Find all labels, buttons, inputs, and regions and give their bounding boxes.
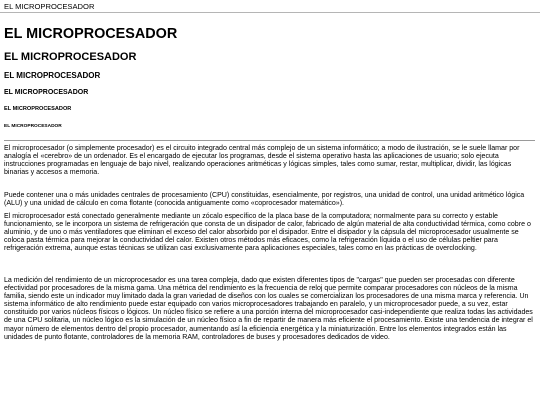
heading-level-2: EL MICROPROCESADOR	[4, 51, 137, 63]
paragraph-cooling: El microprocesador está conectado generalmente mediante un zócalo específico de la placa base de la computadora; normalmente para su correcto y estable funcionamiento, se le incorpora un sistema de refrigeración que consta de un disipador de calor, fabricado de algún material de alta conductividad térmica, como cobre o aluminio, y de uno o más ventiladores que eliminan el exceso del calor absorbido por el disipador. Entre el disipador y la cápsula del microprocesador usualmente se coloca pasta térmica para mejorar la conductividad del calor. Existen otros métodos más eficaces, como la refrigeración líquida o el uso de células peltier para refrigeración extrema, aunque estas técnicas se utilizan casi exclusivamente para aplicaciones especiales, tales como en las prácticas de overclocking.	[4, 213, 531, 253]
paragraph-performance: La medición del rendimiento de un microprocesador es una tarea compleja, dado que existen diferentes tipos de "cargas" que pueden ser procesadas con diferente efectividad por procesadores de la misma gama. Una métrica del rendimiento es la frecuencia de reloj que permite comparar procesadores con núcleos de la misma familia, siendo este un indicador muy limitado dada la gran variedad de diseños con los cuales se comercializan los procesadores de una misma marca y referencia. Un sistema informático de alto rendimiento puede estar equipado con varios microprocesadores trabajando en paralelo, y un microprocesador puede, a su vez, estar constituido por varios núcleos físicos o lógicos. Un núcleo físico se refiere a una porción interna del microprocesador casi-independiente que realiza todas las actividades de una CPU solitaria, un núcleo lógico es la simulación de un núcleo físico a fin de repartir de manera más eficiente el procesamiento. Existe una tendencia de integrar el mayor número de elementos dentro del propio procesador, aumentando así la eficiencia energética y la miniaturización. Entre los elementos integrados están las unidades de punto flotante, controladores de la memoria RAM, controladores de buses y procesadores dedicados de video.	[4, 277, 533, 341]
heading-level-1: EL MICROPROCESADOR	[4, 26, 178, 42]
browser-tab-title[interactable]: EL MICROPROCESADOR	[0, 0, 540, 13]
heading-level-5: EL MICROPROCESADOR	[4, 106, 72, 112]
horizontal-rule	[4, 140, 535, 141]
heading-level-3: EL MICROPROCESADOR	[4, 71, 101, 80]
heading-level-4: EL MICROPROCESADOR	[4, 89, 89, 96]
heading-level-6: EL MICROPROCESADOR	[4, 124, 62, 129]
paragraph-components: Puede contener una o más unidades centrales de procesamiento (CPU) constituidas, esencialmente, por registros, una unidad de control, una unidad aritmético lógica (ALU) y una unidad de cálculo en coma flotante (conocida antiguamente como «coprocesador matemático»).	[4, 192, 525, 208]
paragraph-definition: El microprocesador (o simplemente procesador) es el circuito integrado central más complejo de un sistema informático; a modo de ilustración, se le suele llamar por analogía el «cerebro» de un ordenador. Es el encargado de ejecutar los programas, desde el sistema operativo hasta las aplicaciones de usuario; solo ejecuta instrucciones programadas en lenguaje de bajo nivel, realizando operaciones aritméticas y lógicas simples, tales como sumar, restar, multiplicar, dividir, las lógicas binarias y accesos a memoria.	[4, 145, 520, 177]
